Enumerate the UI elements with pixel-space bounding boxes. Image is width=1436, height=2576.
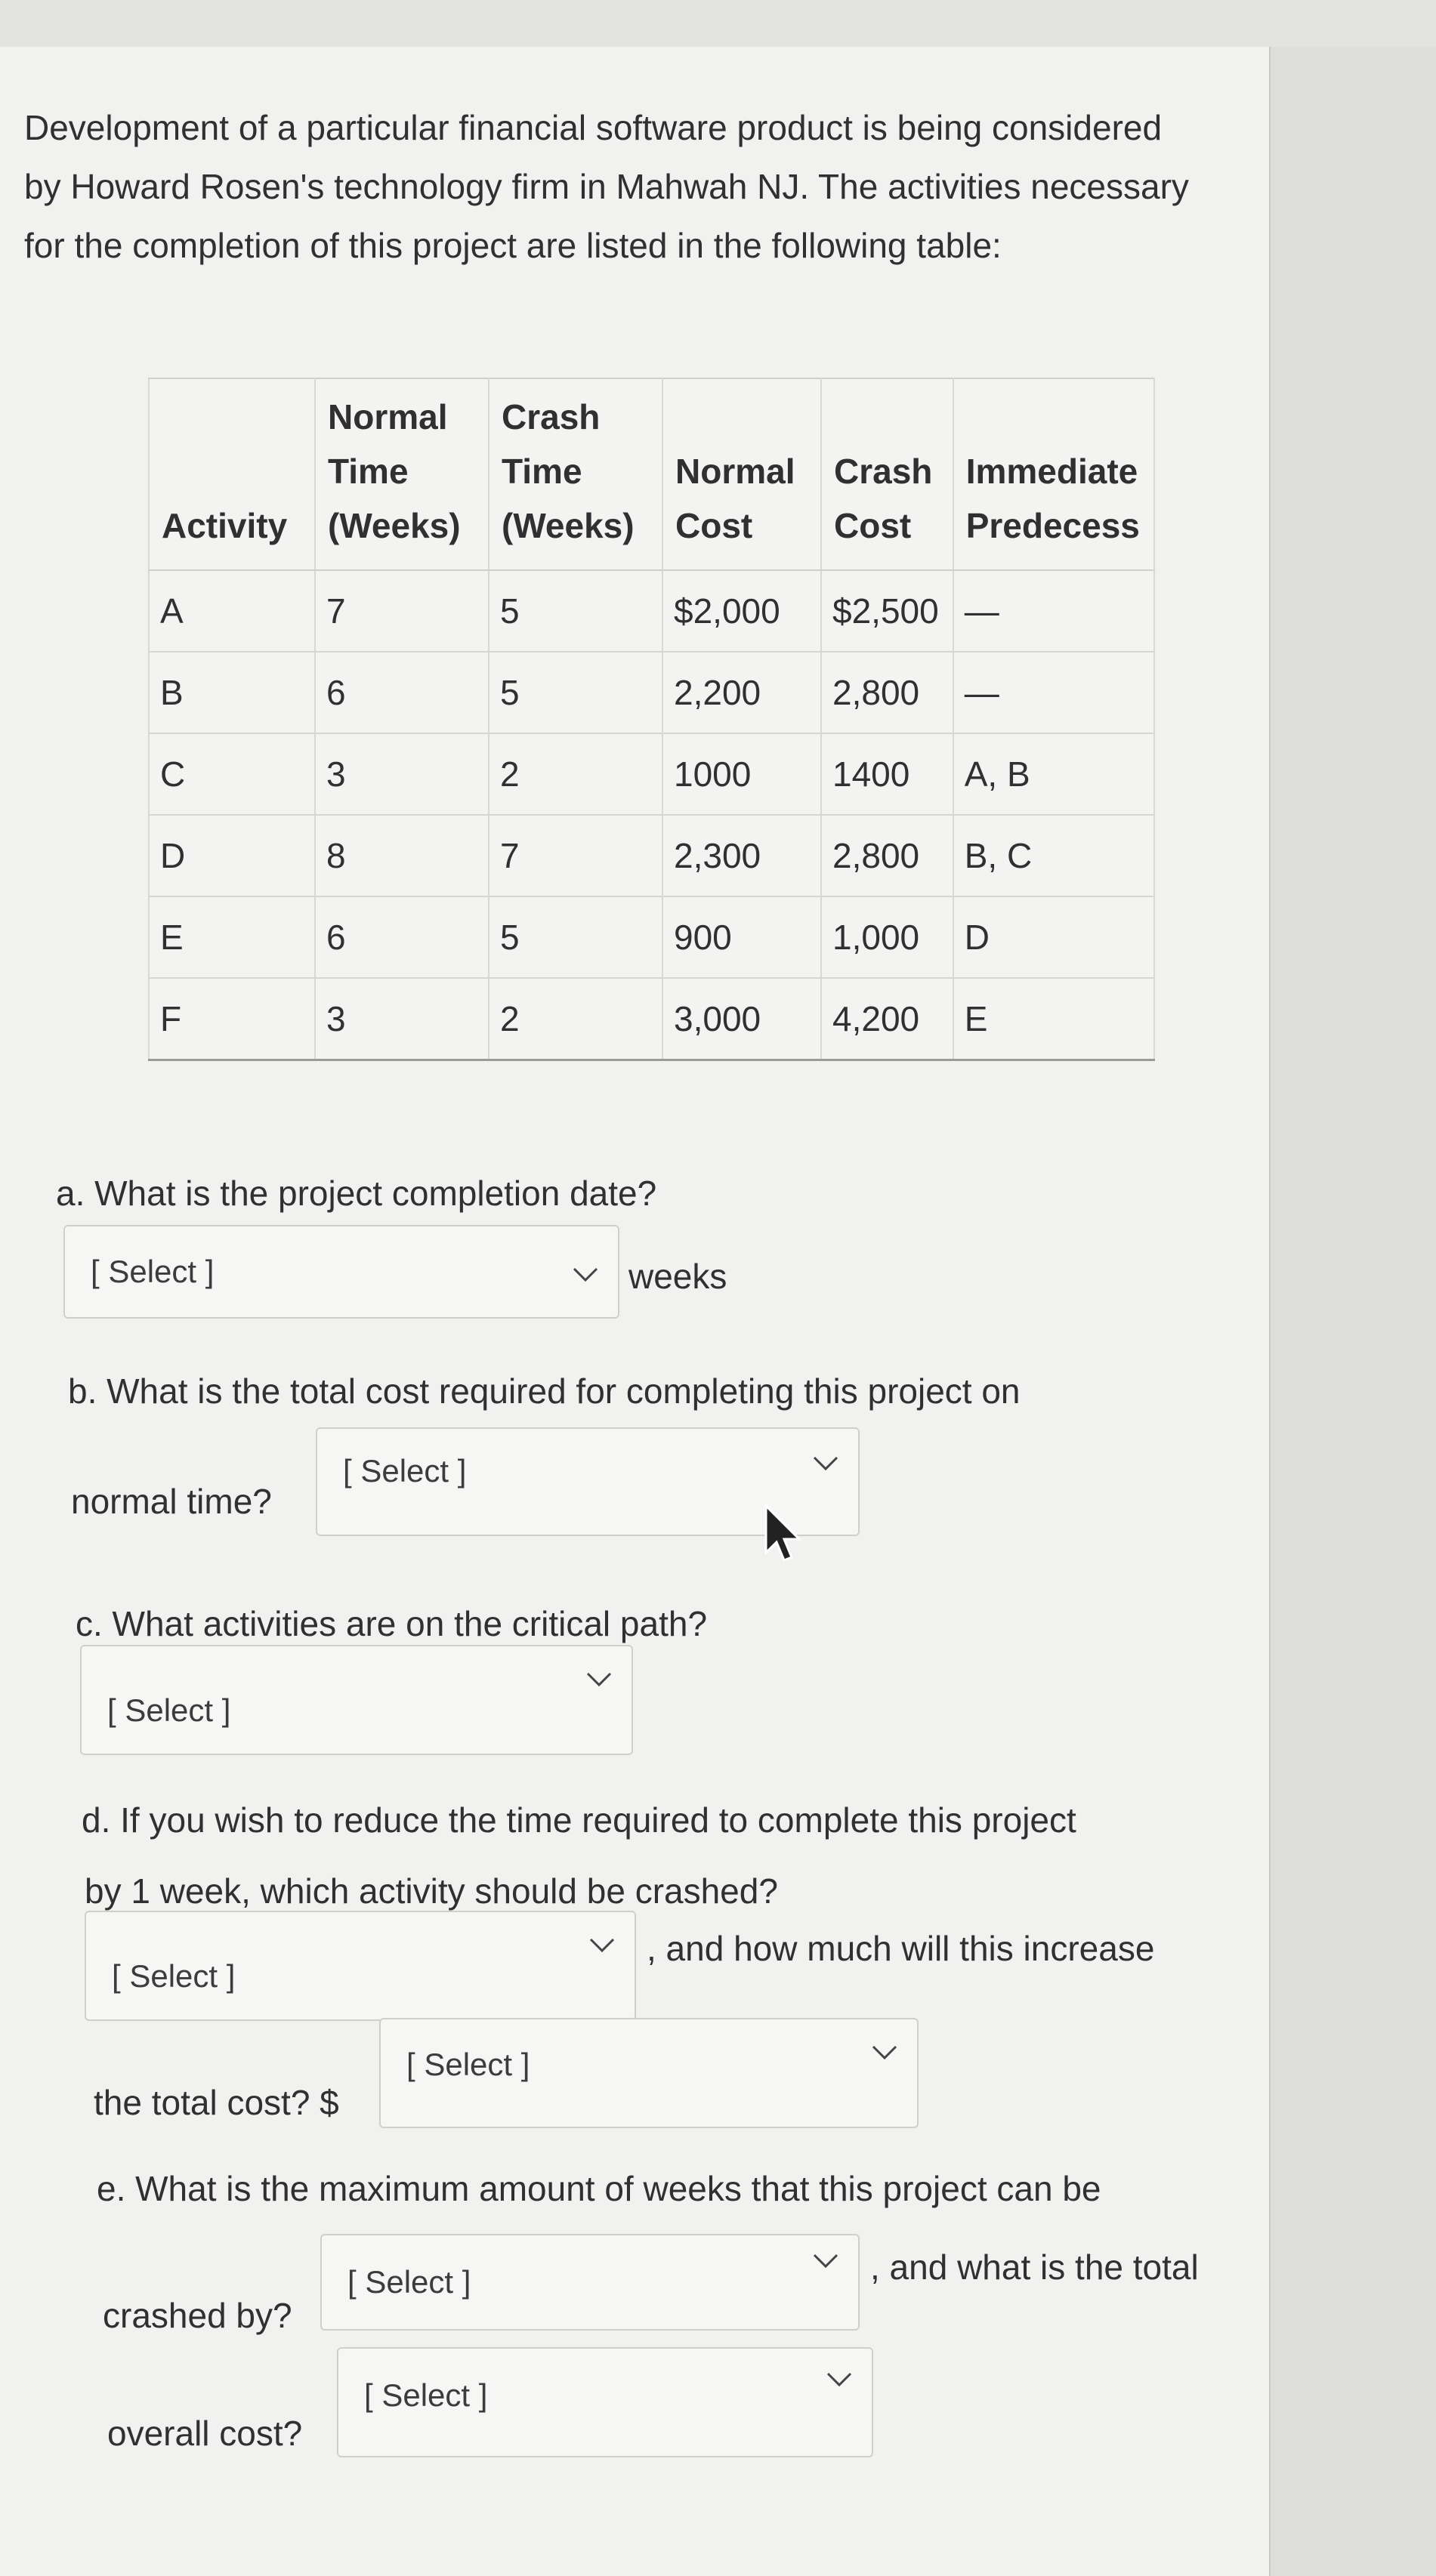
select-value: [ Select ] — [343, 1453, 467, 1489]
cell: D — [149, 815, 315, 896]
table-row — [149, 652, 1154, 733]
question-e-mid-text: , and what is the total — [870, 2247, 1199, 2287]
cell: 2,800 — [821, 815, 953, 896]
select-value: [ Select ] — [364, 2377, 488, 2414]
question-e-text-3: overall cost? — [107, 2414, 303, 2453]
select-value: [ Select ] — [107, 1692, 231, 1729]
question-d-cost-select[interactable] — [379, 2018, 919, 2128]
question-d-text: d. If you wish to reduce the time required to complete this project — [82, 1800, 1076, 1840]
question-b-text-2: normal time? — [71, 1482, 272, 1521]
question-a-suffix: weeks — [628, 1257, 727, 1296]
cell: 6 — [315, 652, 489, 733]
cell: 8 — [315, 815, 489, 896]
select-value: [ Select ] — [112, 1958, 236, 1994]
cell: F — [149, 978, 315, 1060]
question-d-mid-text: , and how much will this increase — [647, 1929, 1155, 1968]
cell: C — [149, 733, 315, 815]
cell: 6 — [315, 896, 489, 978]
cell: 2 — [489, 733, 662, 815]
table-row — [149, 978, 1154, 1060]
question-e-cost-select[interactable] — [337, 2347, 873, 2457]
cell: 2,800 — [821, 652, 953, 733]
activity-table — [148, 378, 1155, 1061]
chevron-down-icon — [589, 1924, 615, 1961]
chevron-down-icon — [586, 1658, 612, 1695]
chevron-down-icon — [573, 1254, 598, 1290]
header-normal-time: Normal Time (Weeks) — [315, 378, 489, 570]
header-crash-time: Crash Time (Weeks) — [489, 378, 662, 570]
header-crash-cost: Crash Cost — [821, 378, 953, 570]
cell: A, B — [953, 733, 1154, 815]
cell: 2,200 — [662, 652, 821, 733]
table-row — [149, 570, 1154, 652]
mouse-pointer-icon — [761, 1503, 807, 1567]
cell: B — [149, 652, 315, 733]
cell: D — [953, 896, 1154, 978]
cell: 2 — [489, 978, 662, 1060]
question-a-select[interactable] — [63, 1225, 619, 1319]
question-c-text: c. What activities are on the critical path? — [76, 1604, 708, 1643]
cell: 900 — [662, 896, 821, 978]
select-value: [ Select ] — [347, 2264, 471, 2300]
cell: 3,000 — [662, 978, 821, 1060]
cell: 5 — [489, 652, 662, 733]
table-row — [149, 733, 1154, 815]
cell: 1400 — [821, 733, 953, 815]
cell: $2,000 — [662, 570, 821, 652]
right-side-pane — [1271, 47, 1436, 2576]
question-e-text: e. What is the maximum amount of weeks that this project can be — [97, 2169, 1101, 2208]
cell: 1000 — [662, 733, 821, 815]
cell: 5 — [489, 896, 662, 978]
header-activity: Activity — [149, 378, 315, 570]
cell: — — [953, 570, 1154, 652]
cell: $2,500 — [821, 570, 953, 652]
table-row — [149, 896, 1154, 978]
select-value: [ Select ] — [91, 1254, 215, 1289]
question-e-text-2: crashed by? — [103, 2296, 292, 2335]
cell: 1,000 — [821, 896, 953, 978]
cell: 7 — [489, 815, 662, 896]
cell: 3 — [315, 978, 489, 1060]
cell: — — [953, 652, 1154, 733]
question-d-text-3: the total cost? $ — [94, 2083, 339, 2122]
chevron-down-icon — [872, 2031, 897, 2068]
question-intro: Development of a particular financial software product is being considered by Howard Rosen's technology firm in Mahwah NJ. The activities necessary for the completion of this project are listed in the following table: — [24, 108, 1189, 265]
cell: 7 — [315, 570, 489, 652]
question-d-text-2: by 1 week, which activity should be crashed? — [85, 1871, 778, 1911]
question-d-activity-select[interactable] — [85, 1911, 636, 2021]
browser-top-bar — [0, 0, 1436, 48]
cell: 5 — [489, 570, 662, 652]
cell: 2,300 — [662, 815, 821, 896]
question-b-text: b. What is the total cost required for completing this project on — [68, 1371, 1021, 1411]
cell: E — [953, 978, 1154, 1060]
cell: 3 — [315, 733, 489, 815]
cell: B, C — [953, 815, 1154, 896]
header-normal-cost: Normal Cost — [662, 378, 821, 570]
chevron-down-icon — [813, 1442, 838, 1479]
header-immediate-predecessors: Immediate Predecess — [953, 378, 1154, 570]
cell: A — [149, 570, 315, 652]
table-row — [149, 815, 1154, 896]
question-e-weeks-select[interactable] — [320, 2234, 860, 2331]
cell: E — [149, 896, 315, 978]
question-a-text: a. What is the project completion date? — [56, 1174, 657, 1213]
select-value: [ Select ] — [406, 2046, 530, 2082]
chevron-down-icon — [826, 2359, 852, 2395]
chevron-down-icon — [813, 2240, 838, 2276]
cell: 4,200 — [821, 978, 953, 1060]
table-header-row — [149, 378, 1154, 570]
question-c-select[interactable] — [80, 1645, 633, 1755]
